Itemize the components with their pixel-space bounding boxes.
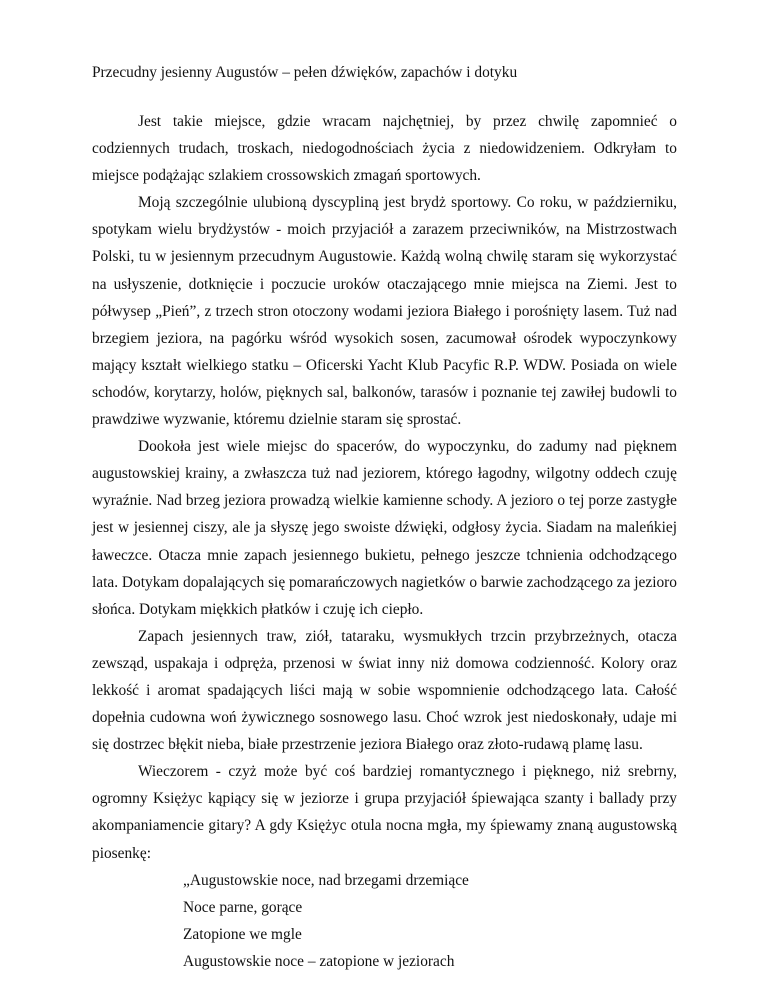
verse-line: Zatopione we mgle: [183, 925, 302, 943]
paragraph: Jest takie miejsce, gdzie wracam najchętniej, by przez chwilę zapomnieć o codziennych trudach, troskach, niedogodnościach życia z niedowidzeniem. Odkryłam to miejsce podążając szlakiem crossowskich zmagań sportowych.: [92, 113, 677, 185]
paragraph: Wieczorem - czyż może być coś bardziej romantycznego i pięknego, niż srebrny, ogromny Księżyc kąpiący się w jeziorze i grupa przyjaciół śpiewająca szanty i ballady przy akompaniamencie gitary? A gdy Księżyc otula nocna mgła, my śpiewamy znaną augustowską piosenkę:: [92, 763, 677, 862]
paragraph: Dookoła jest wiele miejsc do spacerów, do wypoczynku, do zadumy nad pięknem augustowskiej krainy, a zwłaszcza tuż nad jeziorem, którego łagodny, wilgotny oddech czuję wyraźnie. Nad brzeg jeziora prowadzą wielkie kamienne schody. A jezioro o tej porze zastygłe jest w jesiennej ciszy, ale ja słyszę jego swoiste dźwięki, odgłosy życia. Siadam na maleńkiej ławeczce. Otacza mnie zapach jesiennego bukietu, pełnego jeszcze tchnienia odchodzącego lata. Dotykam dopalających się pomarańczowych nagietków o barwie zachodzącego za jezioro słońca. Dotykam miękkich płatków i czuję ich ciepło.: [92, 438, 678, 618]
verse-line: „Augustowskie noce, nad brzegami drzemiące: [183, 871, 469, 889]
document-title: Przecudny jesienny Augustów – pełen dźwięków, zapachów i dotyku: [92, 64, 518, 81]
verse-line: Noce parne, gorące: [183, 898, 303, 916]
document-body: [92, 108, 677, 975]
song-verse: [92, 867, 677, 975]
paragraph: Zapach jesiennych traw, ziół, tataraku, wysmukłych trzcin przybrzeżnych, otacza zewsząd, uspakaja i odpręża, przenosi w świat inny niż domowa codzienność. Kolory oraz lekkość i aromat spadających liści mają w sobie wspomnienie odchodzącego lata. Całość dopełnia cudowna woń żywicznego sosnowego lasu. Choć wzrok jest niedoskonały, udaje mi się dostrzec błękit nieba, białe przestrzenie jeziora Białego oraz złoto-rudawą plamę lasu.: [92, 627, 677, 754]
verse-line: Augustowskie noce – zatopione w jeziorach: [183, 952, 455, 970]
paragraph: Moją szczególnie ulubioną dyscypliną jest brydż sportowy. Co roku, w październiku, spotykam wielu brydżystów - moich przyjaciół a zarazem przeciwników, na Mistrzostwach Polski, tu w jesiennym przecudnym Augustowie. Każdą wolną chwilę staram się wykorzystać na usłyszenie, dotknięcie i poczucie uroków otaczającego mnie miejsca na Ziemi. Jest to półwysep „Pień”, z trzech stron otoczony wodami jeziora Białego i porośnięty lasem. Tuż nad brzegiem jeziora, na pagórku wśród wysokich sosen, zacumował ośrodek wypoczynkowy mający kształt wielkiego statku – Oficerski Yacht Klub Pacyfic R.P. WDW. Posiada on wiele schodów, korytarzy, holów, pięknych sal, balkonów, tarasów i poznanie tej zawiłej budowli to prawdziwe wyzwanie, któremu dzielnie staram się sprostać.: [92, 194, 677, 429]
document-page: [92, 58, 677, 975]
